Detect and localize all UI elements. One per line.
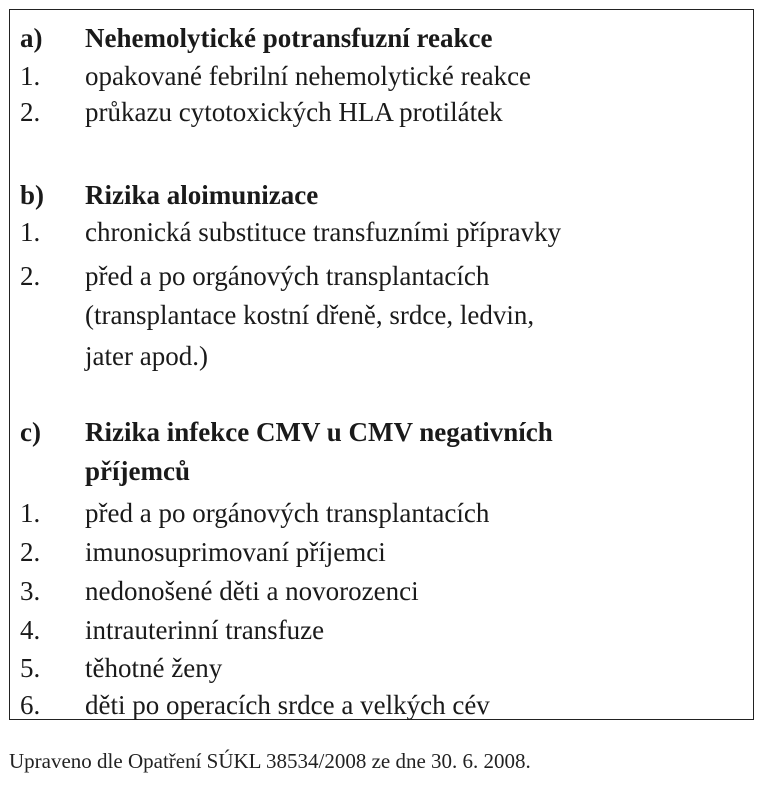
- item-text: děti po operacích srdce a velkých cév: [85, 690, 490, 720]
- item-number: 6.: [20, 690, 41, 720]
- indications-table-box: [9, 9, 754, 720]
- section-b-title: Rizika aloimunizace: [85, 180, 319, 210]
- source-footnote: Upraveno dle Opatření SÚKL 38534/2008 ze dne 30. 6. 2008.: [9, 749, 531, 773]
- item-number: 3.: [20, 576, 41, 606]
- item-number: 5.: [20, 653, 41, 683]
- item-text: intrauterinní transfuze: [85, 615, 325, 645]
- section-c-marker: c): [20, 417, 41, 447]
- item-number: 1.: [20, 498, 41, 528]
- item-number: 2.: [20, 97, 41, 127]
- section-a-marker: a): [20, 23, 43, 53]
- item-number: 1.: [20, 61, 41, 91]
- item-text: před a po orgánových transplantacích: [85, 261, 490, 291]
- item-text: průkazu cytotoxických HLA protilátek: [85, 97, 503, 127]
- item-text: imunosuprimovaní příjemci: [85, 537, 386, 567]
- section-a-title: Nehemolytické potransfuzní reakce: [85, 23, 493, 53]
- item-number: 1.: [20, 217, 41, 247]
- item-text: opakované febrilní nehemolytické reakce: [85, 61, 532, 91]
- item-text: (transplantace kostní dřeně, srdce, ledvin,: [85, 300, 535, 330]
- section-c-title: příjemců: [85, 456, 190, 486]
- item-number: 2.: [20, 537, 41, 567]
- item-text: těhotné ženy: [85, 653, 223, 683]
- section-c-title: Rizika infekce CMV u CMV negativních: [85, 417, 553, 447]
- item-text: před a po orgánových transplantacích: [85, 498, 490, 528]
- item-text: jater apod.): [85, 341, 208, 371]
- section-b-marker: b): [20, 180, 45, 210]
- item-text: chronická substituce transfuzními přípravky: [85, 217, 562, 247]
- item-text: nedonošené děti a novorozenci: [85, 576, 419, 606]
- item-number: 4.: [20, 615, 41, 645]
- item-number: 2.: [20, 261, 41, 291]
